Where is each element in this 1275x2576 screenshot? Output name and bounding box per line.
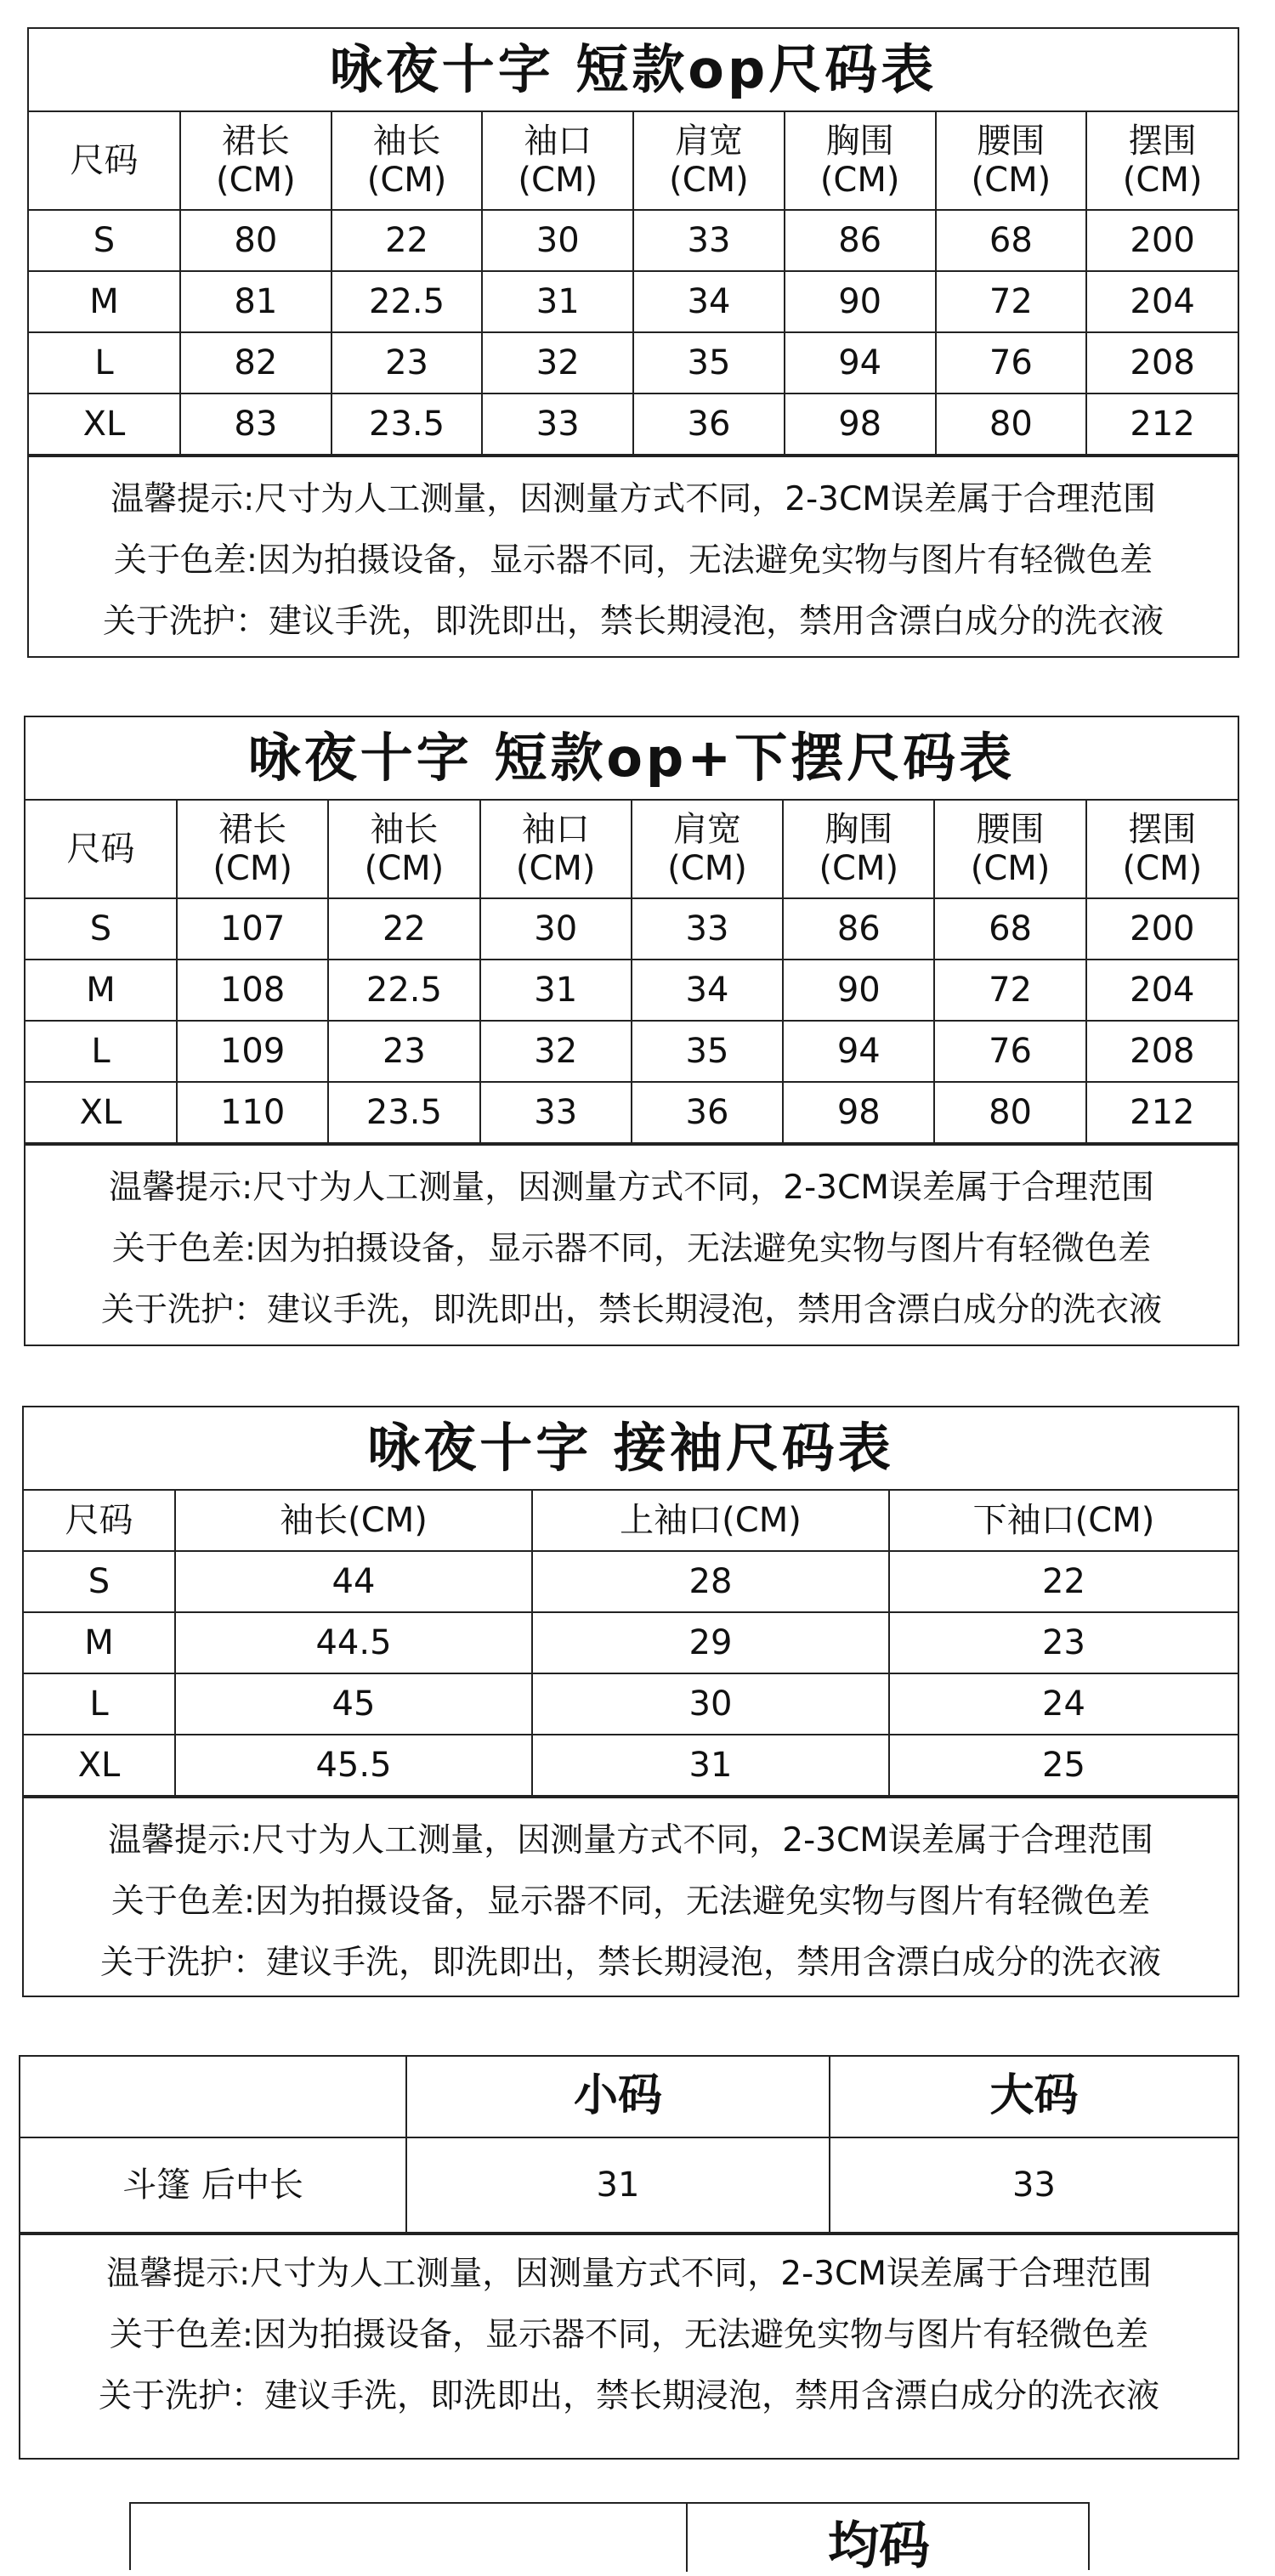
table-row [26,898,1238,960]
header-cell: 尺码 [29,111,180,210]
value-cell: 204 [1086,960,1238,1021]
value-cell: 45.5 [175,1735,532,1796]
value-cell: 68 [936,210,1087,271]
table-row [24,1551,1238,1612]
value-cell: 33 [830,2137,1238,2233]
value-cell: 30 [532,1673,889,1735]
note-color: 关于色差:因为拍摄设备，显示器不同，无法避免实物与图片有轻微色差 [111,1230,1152,1268]
value-cell: 98 [785,393,936,455]
label-cell: 斗篷 后中长 [20,2137,406,2233]
table-row [26,1021,1238,1082]
header-label: 肩宽 (CM) [667,810,747,888]
value-cell: 33 [480,1082,632,1143]
value-cell: 28 [532,1551,889,1612]
header-label: 袖长 (CM) [364,810,445,888]
value-cell: 22 [332,210,483,271]
header-cell: 尺码 [24,1490,175,1551]
notes [26,1144,1238,1341]
notes [24,1797,1238,1994]
note-care: 关于洗护：建议手洗，即洗即出，禁长期浸泡，禁用含漂白成分的洗衣液 [100,1291,1162,1329]
size-cell: M [29,271,180,332]
value-cell: 107 [177,898,328,960]
value-cell: 30 [480,898,632,960]
value-cell: 68 [934,898,1085,960]
table-row [26,1082,1238,1143]
value-cell: 72 [934,960,1085,1021]
header-label: 肩宽 (CM) [669,122,749,200]
header-cell: 小码 [406,2057,830,2137]
header-cell [783,800,934,898]
notes [20,2233,1238,2427]
chart-title: 咏夜十字 接袖尺码表 [24,1407,1238,1490]
value-cell: 33 [632,898,783,960]
column-divider [686,2504,688,2572]
header-cell [177,800,328,898]
value-cell: 204 [1086,271,1238,332]
table-row [26,960,1238,1021]
value-cell: 23 [332,332,483,393]
value-cell: 30 [482,210,633,271]
header-label: 袖口 (CM) [515,810,596,888]
value-cell: 34 [632,960,783,1021]
value-cell: 25 [889,1735,1238,1796]
note-color: 关于色差:因为拍摄设备，显示器不同，无法避免实物与图片有轻微色差 [110,1882,1151,1921]
header-cell [1086,111,1238,210]
size-cell: L [26,1021,177,1082]
header-cell [934,800,1085,898]
value-cell: 23.5 [332,393,483,455]
value-cell: 45 [175,1673,532,1735]
header-cell [328,800,479,898]
header-cell [482,111,633,210]
value-cell: 90 [785,271,936,332]
header-label: 腰围 (CM) [970,810,1051,888]
header-cell [936,111,1087,210]
table-row [29,271,1238,332]
value-cell: 23 [328,1021,479,1082]
size-cell: XL [26,1082,177,1143]
value-cell: 34 [633,271,785,332]
value-cell: 86 [783,898,934,960]
header-cell [1086,800,1238,898]
size-chart-sleeve [22,1406,1239,1997]
size-table [24,1407,1238,1797]
header-label: 摆围 (CM) [1122,122,1203,200]
value-cell: 23.5 [328,1082,479,1143]
chart-title: 咏夜十字 短款op尺码表 [29,29,1238,111]
value-cell: 83 [180,393,332,455]
value-cell: 36 [632,1082,783,1143]
value-cell: 44.5 [175,1612,532,1673]
value-cell: 32 [480,1021,632,1082]
value-cell: 31 [406,2137,830,2233]
table-row [29,210,1238,271]
value-cell: 90 [783,960,934,1021]
value-cell: 33 [482,393,633,455]
header-label: 裙长 (CM) [216,122,296,200]
value-cell: 22 [328,898,479,960]
size-cell: XL [24,1735,175,1796]
value-cell: 31 [482,271,633,332]
value-cell: 86 [785,210,936,271]
size-cell: S [24,1551,175,1612]
chart-title: 咏夜十字 短款op+下摆尺码表 [26,717,1238,800]
value-cell: 29 [532,1612,889,1673]
note-measurement: 温馨提示:尺寸为人工测量，因测量方式不同，2-3CM误差属于合理范围 [106,2255,1152,2293]
size-cell: L [29,332,180,393]
note-measurement: 温馨提示:尺寸为人工测量，因测量方式不同，2-3CM误差属于合理范围 [109,1169,1154,1207]
header-label: 胸围 (CM) [819,810,899,888]
header-label: 袖口 (CM) [518,122,598,200]
table-row [24,1673,1238,1735]
size-cell: M [24,1612,175,1673]
value-cell: 110 [177,1082,328,1143]
value-cell: 98 [783,1082,934,1143]
table-row [24,1735,1238,1796]
header-label: 腰围 (CM) [971,122,1051,200]
value-cell: 24 [889,1673,1238,1735]
header-row [26,800,1238,898]
value-cell: 94 [783,1021,934,1082]
value-cell: 22.5 [332,271,483,332]
size-table [26,717,1238,1144]
value-cell: 22.5 [328,960,479,1021]
header-cell [480,800,632,898]
value-cell: 44 [175,1551,532,1612]
value-cell: 76 [936,332,1087,393]
header-label: 袖长 (CM) [366,122,447,200]
header-label: 裙长 (CM) [212,810,292,888]
value-cell: 32 [482,332,633,393]
value-cell: 80 [936,393,1087,455]
value-cell: 82 [180,332,332,393]
header-cell: 尺码 [26,800,177,898]
note-measurement: 温馨提示:尺寸为人工测量，因测量方式不同，2-3CM误差属于合理范围 [108,1821,1153,1860]
header-cell [632,800,783,898]
header-row [29,111,1238,210]
table-row [20,2137,1238,2233]
header-cell [785,111,936,210]
value-cell: 22 [889,1551,1238,1612]
note-care: 关于洗护：建议手洗，即洗即出，禁长期浸泡，禁用含漂白成分的洗衣液 [102,603,1164,641]
value-cell: 31 [480,960,632,1021]
size-chart-cape [19,2055,1239,2460]
header-cell [20,2057,406,2137]
value-cell: 208 [1086,1021,1238,1082]
value-cell: 108 [177,960,328,1021]
value-cell: 81 [180,271,332,332]
value-cell: 109 [177,1021,328,1082]
table-row [24,1612,1238,1673]
header-cell [332,111,483,210]
value-cell: 33 [633,210,785,271]
size-chart-short-op [27,27,1239,658]
value-cell: 35 [632,1021,783,1082]
value-cell: 94 [785,332,936,393]
value-cell: 31 [532,1735,889,1796]
value-cell: 35 [633,332,785,393]
value-cell: 80 [180,210,332,271]
size-table [20,2057,1238,2233]
header-cell: 大码 [830,2057,1238,2137]
size-cell: S [29,210,180,271]
note-care: 关于洗护：建议手洗，即洗即出，禁长期浸泡，禁用含漂白成分的洗衣液 [98,2377,1159,2415]
header-cell: 上袖口(CM) [532,1490,889,1551]
size-cell: S [26,898,177,960]
header-cell [633,111,785,210]
value-cell: 212 [1086,393,1238,455]
value-cell: 72 [936,271,1087,332]
header-row [24,1490,1238,1551]
value-cell: 200 [1086,210,1238,271]
size-cell: M [26,960,177,1021]
value-cell: 36 [633,393,785,455]
size-cell: XL [29,393,180,455]
value-cell: 23 [889,1612,1238,1673]
value-cell: 208 [1086,332,1238,393]
note-color: 关于色差:因为拍摄设备，显示器不同，无法避免实物与图片有轻微色差 [109,2316,1149,2354]
header-cell: 袖长(CM) [175,1490,532,1551]
header-cell: 下袖口(CM) [889,1490,1238,1551]
size-table [29,29,1238,456]
size-chart-partial [129,2502,1090,2576]
notes [29,456,1238,653]
table-row [29,393,1238,455]
note-measurement: 温馨提示:尺寸为人工测量，因测量方式不同，2-3CM误差属于合理范围 [110,480,1156,518]
value-cell: 200 [1086,898,1238,960]
value-cell: 80 [934,1082,1085,1143]
header-label: 胸围 (CM) [819,122,900,200]
size-cell: L [24,1673,175,1735]
note-color: 关于色差:因为拍摄设备，显示器不同，无法避免实物与图片有轻微色差 [113,541,1153,580]
note-care: 关于洗护：建议手洗，即洗即出，禁长期浸泡，禁用含漂白成分的洗衣液 [99,1944,1161,1982]
value-cell: 212 [1086,1082,1238,1143]
header-row [20,2057,1238,2137]
header-cell [180,111,332,210]
table-row [29,332,1238,393]
header-label: 摆围 (CM) [1122,810,1203,888]
value-cell: 76 [934,1021,1085,1082]
header-partial-label: 均码 [828,2517,930,2576]
size-chart-short-op-hem [24,716,1239,1346]
